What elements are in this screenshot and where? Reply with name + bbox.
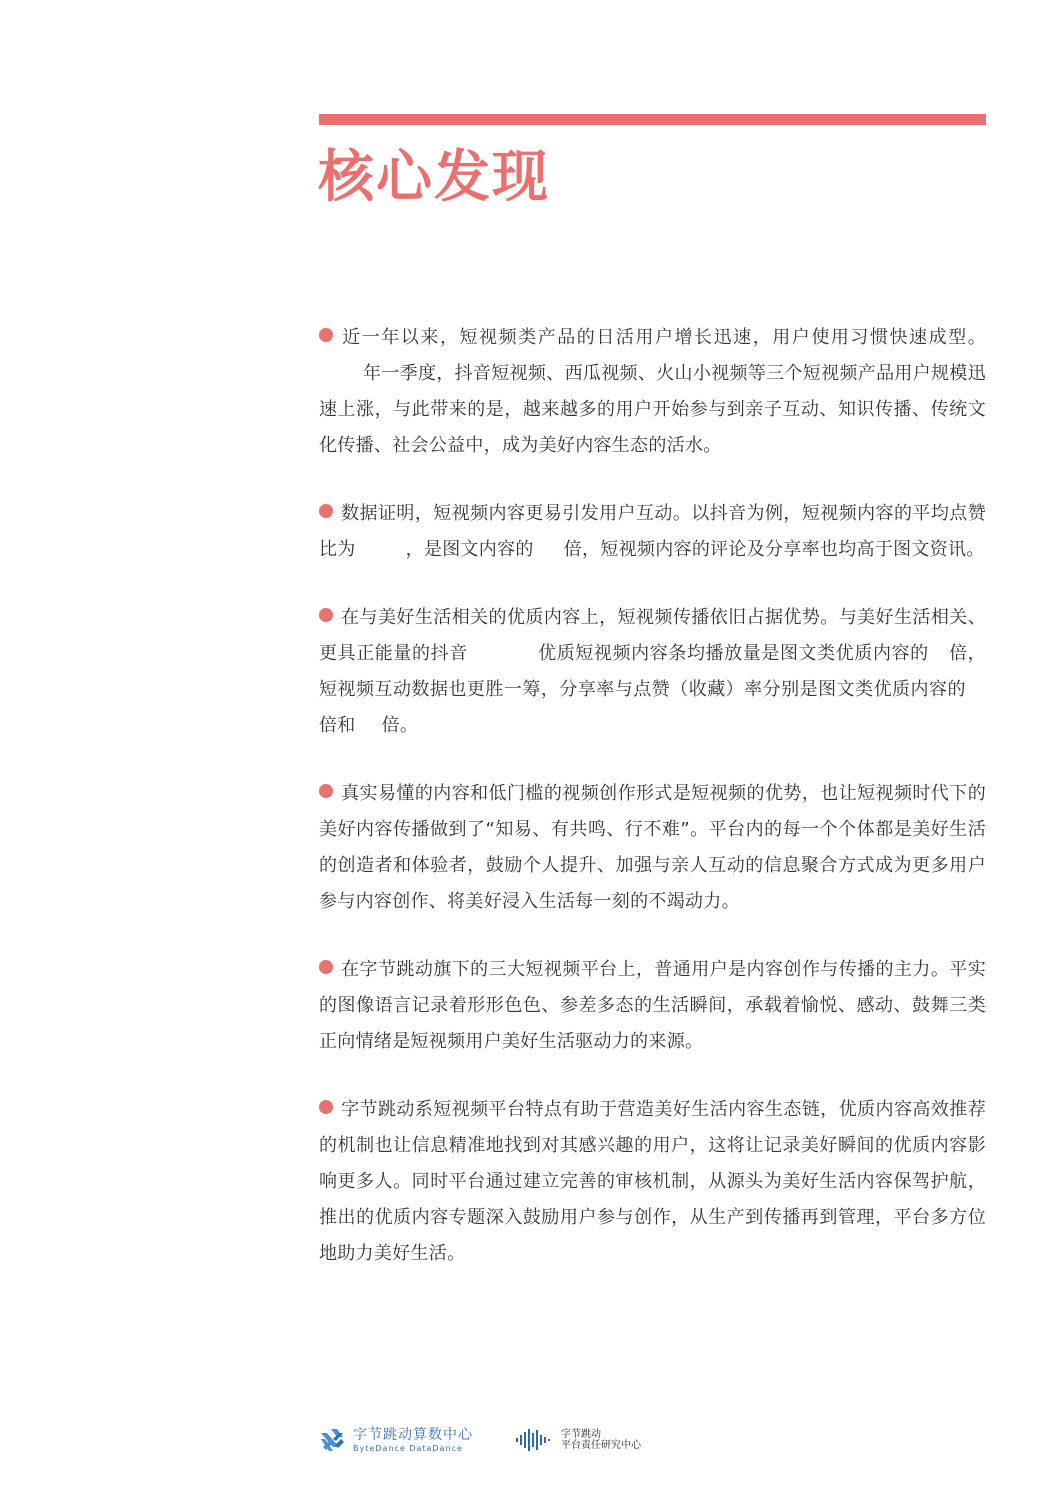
finding-text: 真实易懂的内容和低门槛的视频创作形式是短视频的优势，也让短视频时代下的美好内容传播做到了“知易、有共鸣、行不难”。平台内的每一个个体都是美好生活的创造者和体验者，鼓励个人提升、加强与亲人互动的信息聚合方式成为更多用户参与内容创作、将美好浸入生活每一刻的不竭动力。 bbox=[319, 783, 986, 912]
finding-item bbox=[319, 776, 986, 920]
datadance-logo-icon bbox=[319, 1427, 345, 1453]
finding-text: 在与美好生活相关的优质内容上，短视频传播依旧占据优势。与美好生活相关、更具正能量的抖音 bbox=[319, 607, 986, 664]
finding-text: 在字节跳动旗下的三大短视频平台上，普通用户是内容创作与传播的主力。平实的图像语言记录着形形色色、参差多态的生活瞬间，承载着愉悦、感动、鼓舞三类正向情绪是短视频用户美好生活驱动力的来源。 bbox=[319, 959, 986, 1052]
finding-text: 倍，短视频内容的评论及分享率也均高于图文资讯。 bbox=[563, 539, 985, 560]
footer bbox=[319, 1420, 986, 1460]
redacted-blank bbox=[929, 658, 949, 659]
bullet-icon bbox=[319, 504, 333, 518]
platform-responsibility-logo bbox=[515, 1420, 641, 1460]
bullet-icon bbox=[319, 784, 333, 798]
bullet-icon bbox=[319, 608, 333, 622]
finding-text: 优质短视频内容条均播放量是图文类优质内容的 bbox=[537, 643, 929, 664]
page-title: 核心发现 bbox=[318, 145, 550, 210]
finding-text: 倍。 bbox=[381, 715, 419, 736]
logo2-line2: 平台责任研究中心 bbox=[561, 1440, 641, 1451]
finding-item bbox=[319, 1092, 986, 1272]
redacted-blank bbox=[534, 554, 564, 555]
finding-text: ，是图文内容的 bbox=[405, 539, 534, 560]
bullet-icon bbox=[319, 1100, 333, 1114]
finding-text: 年一季度，抖音短视频、西瓜视频、火山小视频等三个短视频产品用户规模迅速上涨，与此带来的是，越来越多的用户开始参与到亲子互动、知识传播、传统文化传播、社会公益中，成为美好内容生态的活水。 bbox=[319, 363, 986, 456]
sound-wave-icon bbox=[515, 1427, 553, 1453]
redacted-blank bbox=[319, 378, 363, 379]
logo2-line1: 字节跳动 bbox=[561, 1428, 601, 1440]
redacted-blank bbox=[356, 554, 406, 555]
findings-list bbox=[319, 320, 986, 1304]
finding-text: 倍，短视频互动数据也更胜一筹，分享率与点赞（收藏）率分别是图文类优质内容的 bbox=[319, 643, 986, 700]
finding-item bbox=[319, 600, 986, 744]
redacted-blank bbox=[966, 694, 986, 695]
bullet-icon bbox=[319, 328, 333, 342]
finding-text: 数据证明，短视频内容更易引发用户互动。以抖音为例，短视频内容的平均点赞比为 bbox=[319, 503, 986, 560]
finding-item bbox=[319, 952, 986, 1060]
finding-text: 近一年以来，短视频类产品的日活用户增长迅速，用户使用习惯快速成型。 bbox=[341, 327, 986, 348]
redacted-blank bbox=[356, 730, 382, 731]
finding-text: 倍和 bbox=[319, 715, 356, 736]
finding-text: 字节跳动系短视频平台特点有助于营造美好生活内容生态链，优质内容高效推荐的机制也让信息精准地找到对其感兴趣的用户，这将让记录美好瞬间的优质内容影响更多人。同时平台通过建立完善的审核机制，从源头为美好生活内容保驾护航，推出的优质内容专题深入鼓励用户参与创作，从生产到传播再到管理，平台多方位地助力美好生活。 bbox=[319, 1099, 986, 1264]
redacted-blank bbox=[468, 658, 538, 659]
finding-item bbox=[319, 496, 986, 568]
finding-item bbox=[319, 320, 986, 464]
bytedance-datadance-logo bbox=[319, 1420, 473, 1460]
title-accent-bar bbox=[319, 114, 986, 125]
bullet-icon bbox=[319, 960, 333, 974]
logo-en-label: ByteDance DataDance bbox=[353, 1443, 463, 1453]
logo-cn-label: 字节跳动算数中心 bbox=[353, 1426, 473, 1443]
